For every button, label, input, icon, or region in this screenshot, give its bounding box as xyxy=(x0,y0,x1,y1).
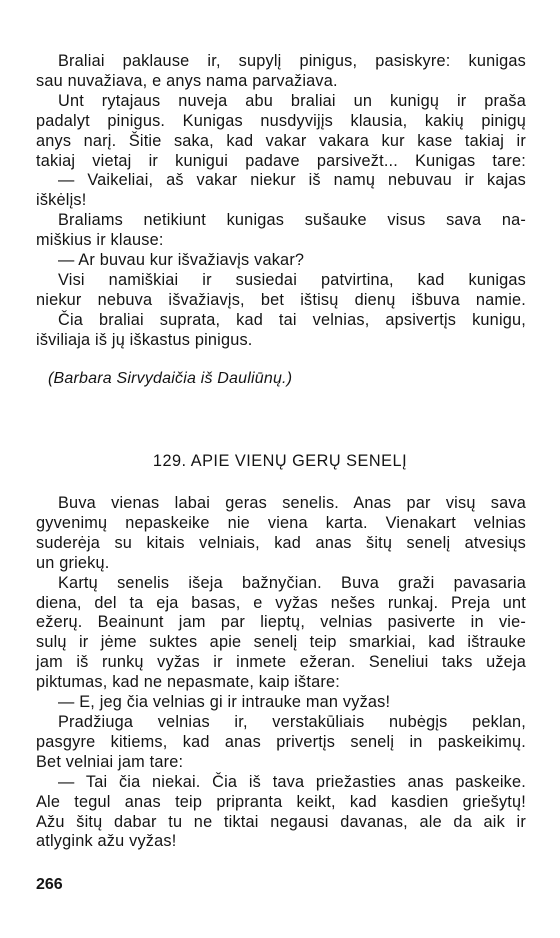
text-line: iškėlįs! xyxy=(36,191,87,210)
text-line: Braliai paklause ir, supylį pinigus, pasiskyre: kunigas xyxy=(58,52,526,70)
text-line: Braliams netikiunt kunigas sušauke visus sava na- xyxy=(58,211,526,230)
text-line: takiaj vietaj ir kunigui padave parsivežt... Kunigas tare: xyxy=(36,151,526,170)
text-line: suderėja su kitais velniais, kad anas šitų senelį atvesiųs xyxy=(36,533,526,552)
text-line: Unt rytajaus nuveja abu braliai un kunigų ir praša xyxy=(58,91,526,110)
text-line: Kartų senelis išeja bažnyčian. Buva graži pavasaria xyxy=(58,573,526,592)
text-line: Buva vienas labai geras senelis. Anas par visų sava xyxy=(58,494,526,512)
source-attribution: (Barbara Sirvydaičia iš Dauliūnų.) xyxy=(48,370,293,387)
page-number: 266 xyxy=(36,876,63,893)
text-line: — Ar buvau kur išvažiavįs vakar? xyxy=(58,251,305,270)
text-line: pasgyre kitiems, kad anas privertįs senelį in paskeikimų. xyxy=(36,732,526,751)
story-ending-text xyxy=(36,52,526,351)
story-heading: 129. APIE VIENŲ GERŲ SENELĮ xyxy=(152,452,408,470)
text-line: Ažu šitų dabar tu ne tiktai negausi davanas, ale da aik ir xyxy=(36,812,526,831)
text-line: Ale tegul anas teip pripranta keikt, kad kasdien griešytų! xyxy=(36,792,526,811)
text-line: Pradžiuga velnias ir, verstakūliais nubėgįs peklan, xyxy=(58,712,526,731)
text-line: ežerų. Beainunt jam par lieptų, velnias pasiverte in vie- xyxy=(36,613,526,632)
text-line: Čia braliai suprata, kad tai velnias, apsivertįs kunigu, xyxy=(58,310,526,329)
text-line: piktumas, kad ne nepasmate, kaip ištare: xyxy=(36,673,340,692)
text-line: diena, del ta eja basas, e vyžas nešes runkaj. Preja unt xyxy=(36,593,526,612)
text-line: — Tai čia niekai. Čia iš tava priežasties anas paskeike. xyxy=(58,772,526,791)
text-line: — Vaikeliai, aš vakar niekur iš namų nebuvau ir kajas xyxy=(58,171,526,190)
text-line: jam iš runkų vyžas ir inmete ežeran. Seneliui taks užeja xyxy=(36,653,526,672)
text-line: padalyt pinigus. Kunigas nusdyvijįs klausia, kakių pinigų xyxy=(36,111,526,130)
text-line: sulų ir jėme suktes apie senelį teip smarkiai, kad ištrauke xyxy=(36,633,526,652)
text-line: išviliaja iš jų iškastus pinigus. xyxy=(36,330,253,349)
text-line: miškius ir klause: xyxy=(36,231,164,250)
text-line: gyvenimų nepaskeike nie viena karta. Vienakart velnias xyxy=(36,513,526,532)
story-body-text xyxy=(36,494,526,852)
text-line: — E, jeg čia velnias gi ir intrauke man vyžas! xyxy=(58,693,391,712)
text-line: atlygink ažu vyžas! xyxy=(36,832,177,851)
text-line: sau nuvažiava, e anys nama parvažiava. xyxy=(36,71,338,90)
text-line: Bet velniai jam tare: xyxy=(36,752,184,771)
text-line: niekur nebuva išvažiavįs, bet ištisų dienų išbuva namie. xyxy=(36,290,526,309)
text-line: un griekų. xyxy=(36,553,110,572)
text-line: anys narį. Šitie saka, kad vakar vakara kur kase takiaj ir xyxy=(36,131,526,150)
text-line: Visi namiškiai ir susiedai patvirtina, kad kunigas xyxy=(58,270,526,289)
